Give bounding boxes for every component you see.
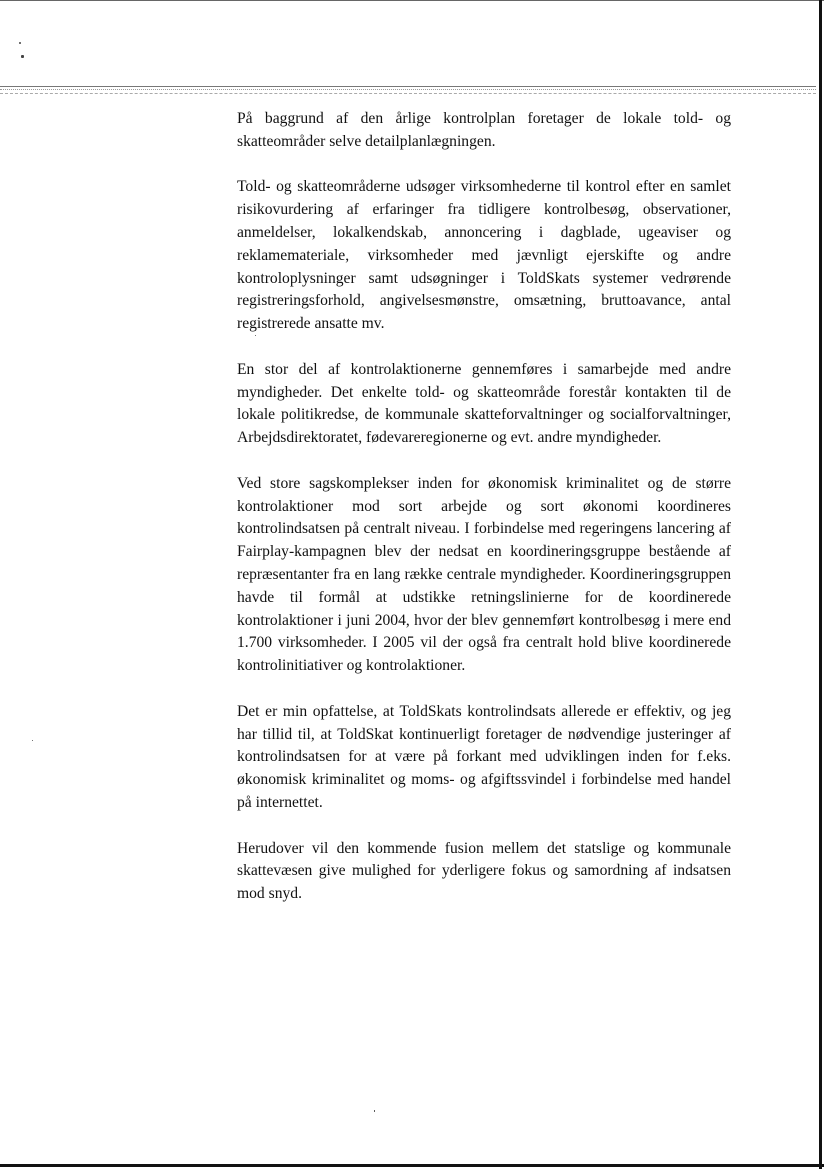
paragraph-1: På baggrund af den årlige kontrolplan foretager de lokale told- og skatteområder selve detailplanlægningen. [237, 110, 731, 150]
paragraph-3: En stor del af kontrolaktionerne gennemføres i samarbejde med andre myndigheder. Det enkelte told- og skatteområde forestår kontakten til de lokale politikredse, de kommunale skatteforvaltninger og socialforvaltninger, Arbejdsdirektoratet, fødevareregionerne og evt. andre myndigheder. [237, 360, 731, 447]
paragraph-5: Det er min opfattelse, at ToldSkats kontrolindsats allerede er effektiv, og jeg har tillid til, at ToldSkat kontinuerligt foretager de nødvendige justeringer af kontrolindsatsen for at være på forkant med udviklingen inden for f.eks. økonomisk kriminalitet og moms- og afgiftssvindel i forbindelse med handel på internettet. [237, 702, 731, 811]
scan-speck [374, 1110, 375, 1112]
paragraph-6: Herudover vil den kommende fusion mellem det statslige og kommunale skattevæsen give mulighed for yderligere fokus og samordning af indsatsen mod snyd. [237, 839, 731, 903]
scan-speck [32, 740, 33, 741]
header-rule-dotted [0, 89, 816, 90]
document-body [237, 108, 731, 906]
scan-edge-bottom [0, 1164, 824, 1167]
paragraph-4: Ved store sagskomplekser inden for økonomisk kriminalitet og de større kontrolaktioner mod sort arbejde og sort økonomi koordineres kontrolindsatsen på centralt niveau. I forbindelse med regeringens lancering af Fairplay-kampagnen blev der nedsat en koordineringsgruppe bestående af repræsentanter fra en lang række centrale myndigheder. Koordineringsgruppen havde til formål at udstikke retningslinierne for de koordinerede kontrolaktioner i juni 2004, hvor der blev gennemført kontrolbesøg i mere end 1.700 virksomheder. I 2005 vil der også fra centralt hold blive koordinerede kontrolinitiativer og kontrolaktioner. [237, 474, 731, 675]
scan-speck [19, 42, 21, 44]
header-rule [0, 86, 816, 87]
header-rule-dashed [0, 93, 816, 94]
paragraph-2: Told- og skatteområderne udsøger virksomhederne til kontrol efter en samlet risikovurdering af erfaringer fra tidligere kontrolbesøg, observationer, anmeldelser, lokalkendskab, annoncering i dagblade, ugeaviser og reklamemateriale, virksomheder med jævnligt ejerskifte og andre kontroloplysninger samt udsøgninger i ToldSkats systemer vedrørende registreringsforhold, angivelsesmønstre, omsætning, bruttoavance, antal registrerede ansatte mv. [237, 178, 731, 333]
scan-edge-top [0, 0, 824, 1]
scan-edge-right [819, 0, 822, 1169]
scan-speck [21, 55, 24, 58]
